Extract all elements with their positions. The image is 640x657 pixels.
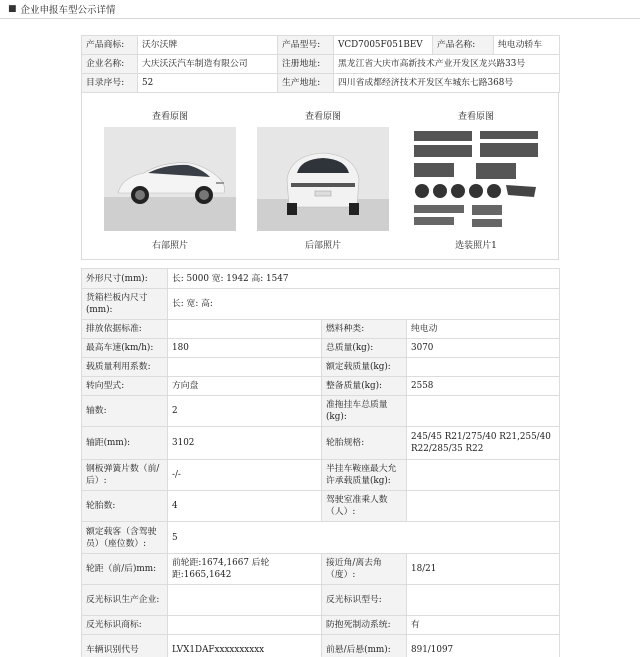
rated-load-value [407,358,560,377]
tire-spec-line-1: 245/45 R21/275/40 R21,255/40 [411,432,551,442]
cab-seats-value [407,491,560,522]
table-row [82,55,560,74]
saddle-load-label: 半挂车鞍座最大允许承载质量(kg): [322,460,407,491]
photo-right [103,92,237,251]
table-row [82,377,560,396]
tire-spec-label: 轮胎规格: [322,427,407,460]
dims-label: 外形尺寸(mm): [82,269,168,289]
table-row [82,396,560,427]
view-original-link[interactable]: 查看原图 [457,112,494,122]
tire-spec-value [407,427,560,460]
curb-mass-label: 整备质量(kg): [322,377,407,396]
axles-value: 2 [168,396,322,427]
photo-caption: 右部照片 [151,241,188,251]
table-row [82,635,560,657]
page-header [0,0,640,19]
wheelbase-label: 轴距(mm): [82,427,168,460]
abs-label: 防抱死制动系统: [322,616,407,635]
tire-count-label: 轮胎数: [82,491,168,522]
prod-address-value: 四川省成都经济技术开发区车城东七路368号 [334,74,560,93]
table-row [82,358,560,377]
photo-caption: 后部照片 [304,241,341,251]
vin-label: 车辆识别代号 [82,635,168,657]
page-title: 企业申报车型公示详情 [20,5,116,16]
basic-info-table [81,35,560,93]
reflect-model-label: 反光标识型号: [322,585,407,616]
spring-label: 钢板弹簧片数（前/后）: [82,460,168,491]
trademark-value: 沃尔沃牌 [138,36,278,55]
photo-caption: 选装照片1 [455,241,497,251]
saddle-load-value [407,460,560,491]
reg-address-label: 注册地址: [278,55,334,74]
catalog-label: 目录序号: [82,74,138,93]
track-value: 前轮距:1674,1667 后轮距:1665,1642 [168,554,322,585]
table-row [82,74,560,93]
fuel-label: 燃料种类: [322,320,407,339]
rated-load-label: 额定载质量(kg): [322,358,407,377]
catalog-value: 52 [138,74,278,93]
fuel-value: 纯电动 [407,320,560,339]
trailer-mass-value [407,396,560,427]
curb-mass-value: 2558 [407,377,560,396]
table-row [82,339,560,358]
product-name-value: 纯电动轿车 [494,36,560,55]
reg-address-value: 黑龙江省大庆市高新技术产业开发区龙兴路33号 [334,55,560,74]
load-util-label: 载质量利用系数: [82,358,168,377]
tire-spec-line-2: R22/285/35 R22 [411,444,484,454]
cargo-label: 货箱栏板内尺寸(mm): [82,289,168,320]
product-name-label: 产品名称: [433,36,494,55]
optional-parts-photo[interactable] [410,127,542,231]
approach-angle-value: 18/21 [407,554,560,585]
table-row [82,289,560,320]
prod-address-label: 生产地址: [278,74,334,93]
car-rear-photo[interactable] [257,127,389,231]
company-label: 企业名称: [82,55,138,74]
cargo-value: 长: 宽: 高: [168,289,560,320]
table-row [82,616,560,635]
reflect-mark-value [168,616,322,635]
table-row [82,554,560,585]
dims-value: 长: 5000 宽: 1942 高: 1547 [168,269,560,289]
axles-label: 轴数: [82,396,168,427]
speed-value: 180 [168,339,322,358]
reflect-company-label: 反光标识生产企业: [82,585,168,616]
total-mass-label: 总质量(kg): [322,339,407,358]
trademark-label: 产品商标: [82,36,138,55]
trailer-mass-label: 准拖挂车总质量(kg): [322,396,407,427]
table-row [82,36,560,55]
abs-value: 有 [407,616,560,635]
photo-optional-1 [409,92,543,251]
table-row [82,320,560,339]
emission-value [168,320,322,339]
rated-passengers-label: 额定载客（含驾驶员）（座位数）: [82,522,168,554]
reflect-model-value [407,585,560,616]
track-label: 轮距（前/后)mm: [82,554,168,585]
car-right-photo[interactable] [104,127,236,231]
table-row [82,491,560,522]
spring-value: -/- [168,460,322,491]
spec-table [81,268,560,657]
table-row [82,522,560,554]
cab-seats-label: 驾驶室准乘人数（人）: [322,491,407,522]
overhang-label: 前悬/后悬(mm): [322,635,407,657]
view-original-link[interactable]: 查看原图 [151,112,188,122]
overhang-value: 891/1097 [407,635,560,657]
load-util-value [168,358,322,377]
tire-count-value: 4 [168,491,322,522]
table-row [82,460,560,491]
speed-label: 最高车速(km/h): [82,339,168,358]
table-row [82,585,560,616]
photo-panel [81,92,559,260]
approach-angle-label: 接近角/离去角（度）: [322,554,407,585]
model-label: 产品型号: [278,36,334,55]
reflect-mark-label: 反光标识商标: [82,616,168,635]
emission-label: 排放依据标准: [82,320,168,339]
table-row [82,427,560,460]
table-row [82,269,560,289]
company-value: 大庆沃沃汽车制造有限公司 [138,55,278,74]
model-value: VCD7005F051BEV [334,36,433,55]
wheelbase-value: 3102 [168,427,322,460]
view-original-link[interactable]: 查看原图 [304,112,341,122]
square-bullet-icon: ■ [8,4,17,14]
rated-passengers-value: 5 [168,522,560,554]
steering-label: 转向型式: [82,377,168,396]
total-mass-value: 3070 [407,339,560,358]
reflect-company-value [168,585,322,616]
vin-value: LVX1DAFxxxxxxxxxx [168,635,322,657]
steering-value: 方向盘 [168,377,322,396]
photo-rear [256,92,390,251]
